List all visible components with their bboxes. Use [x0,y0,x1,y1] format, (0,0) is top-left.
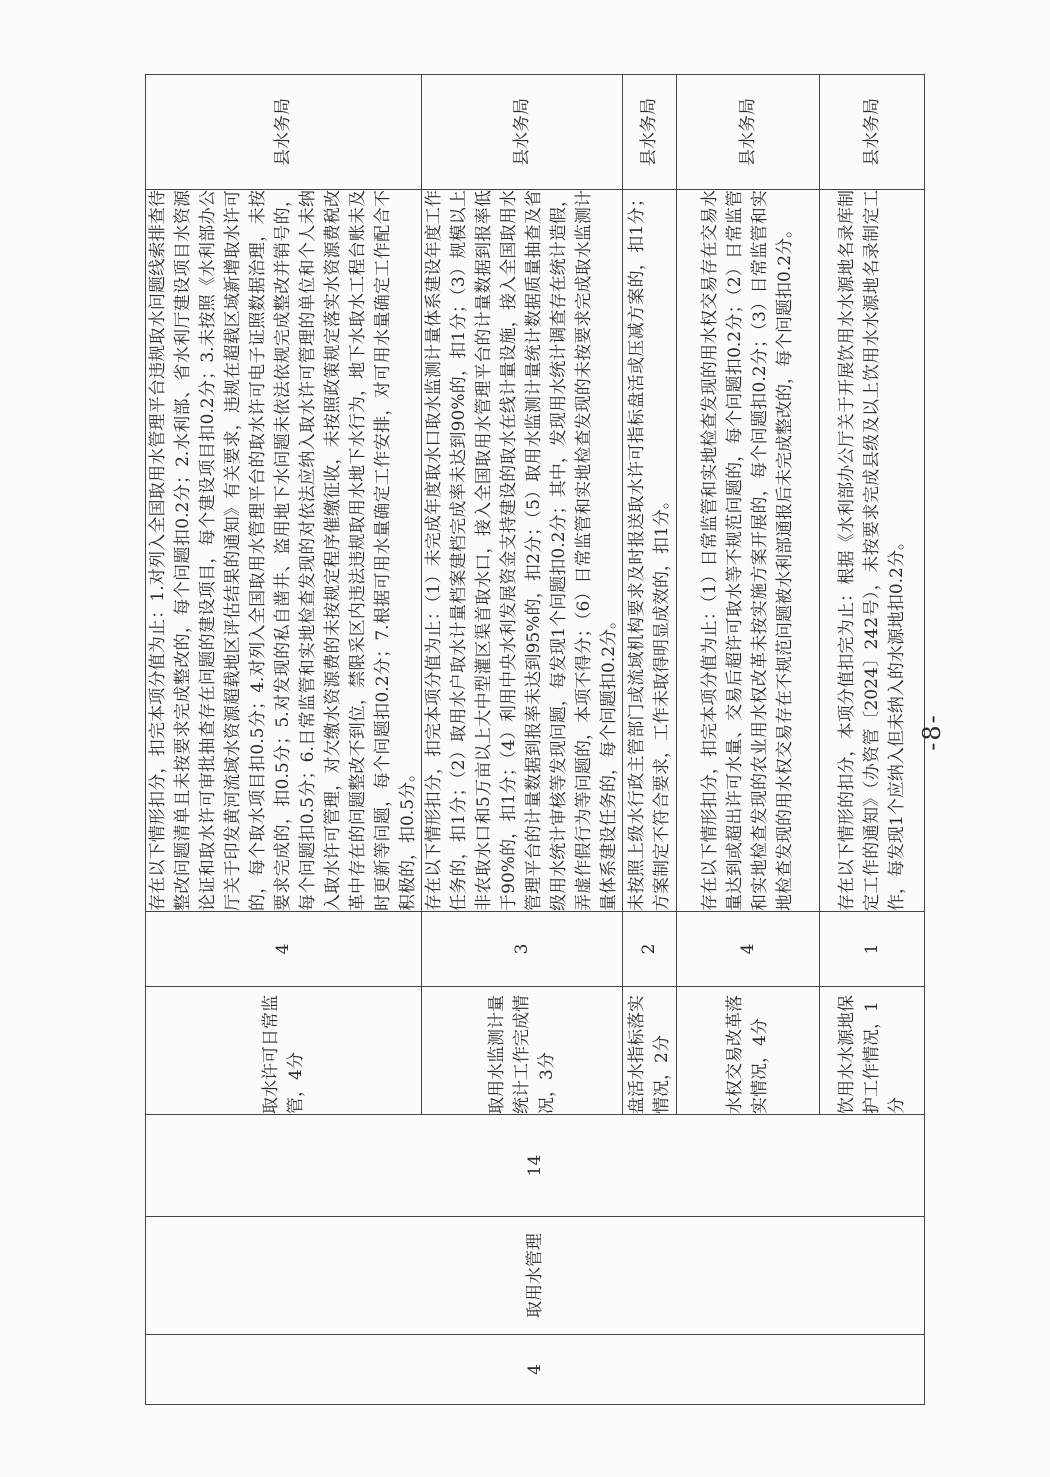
item-score: 2 [623,912,677,987]
item-rule: 存在以下情形扣分，扣完本项分值为止：（1）日常监管和实地检查发现的用水权交易存在交易水量达到或超出许可水量、交易后超许可取水等不规范问题的，每个问题扣0.2分；（2）日常监管和实地检查发现的农业用水权改革未按实施方案开展的，每个问题扣0.2分；（3）日常监管和实地检查发现的用水权交易存在不规范问题被水利部通报后未完成整改的，每个问题扣0.2分。 [677,190,820,912]
responsible-dept: 县水务局 [623,75,677,190]
item-rule: 存在以下情形的扣分，本项分值扣完为止：根据《水利部办公厅关于开展饮用水水源地名录库制定工作的通知》（办资管〔2024〕242号），未按要求完成县级及以上饮用水水源地名录制定工作，每发现1个应纳入但未纳入的水源地扣0.2分。 [820,190,925,912]
row-number: 4 [146,1335,925,1405]
category-name: 取用水管理 [146,1217,925,1335]
responsible-dept: 县水务局 [146,75,422,190]
item-name: 盘活水指标落实情况，2分 [623,987,677,1115]
item-score: 4 [677,912,820,987]
responsible-dept: 县水务局 [677,75,820,190]
item-rule: 存在以下情形扣分，扣完本项分值为止：（1）未完成年度取水口取水监测计量体系建设年度工作任务的，扣1分；（2）取用水户取水计量档案建档完成率未达到90%的，扣1分；（3）规模以上非农取水口和5万亩以上大中型灌区渠首取水口，接入全国取用水管理平台的计量数据到报率低于90%的，扣1分；（4）利用中央水利发展资金支持建设的取水在线计量设施，接入全国取用水管理平台的计量数据到报率未达到95%的，扣2分；（5）取用水监测计量统计数据质量抽查及省级用水统计审核等发现问题，每发现1个问题扣0.2分；其中，发现用水统计调查存在统计造假，弄虚作假行为等问题的，本项不得分；（6）日常监管和实地检查发现的未按要求完成取水监测计量体系建设任务的，每个问题扣0.2分。 [422,190,623,912]
item-rule: 存在以下情形扣分，扣完本项分值为止：1.对列入全国取用水管理平台违规取水问题线索排查待整改问题清单且未按要求完成整改的，每个问题扣0.2分；2.水利部、省水利厅建设项目水资源论证和取水许可审批抽查存在问题的建设项目，每个建设项目扣0.2分；3.未按照《水利部办公厅关于印发黄河流域水资源超载地区评估结果的通知》有关要求，违规在超载区域新增取水许可的，每个取水项目扣0.5分；4.对列入全国取用水管理平台的取水许可电子证照数据治理，未按要求完成的，扣0.5分；5.对发现的私自凿井、盗用地下水问题未依法依规完成整改并销号的，每个问题扣0.5分；6.日常监管和实地检查发现的对依法应纳入取水许可管理的单位和个人未纳入取水许可管理，对欠缴水资源费的未按规定程序催缴征收，未按照政策规定落实水资源费税改革中存在的问题整改不到位，禁限采区内违法违规取用水地下水行为，地下水取水工程台账未及时更新等问题，每个问题扣0.2分；7.根据可用水量确定工作安排，对可用水量确定工作配合不积极的，扣0.5分。 [146,190,422,912]
category-points: 14 [146,1115,925,1217]
assessment-table [145,74,925,1405]
responsible-dept: 县水务局 [422,75,623,190]
responsible-dept: 县水务局 [820,75,925,190]
table-row [146,75,422,1405]
item-rule: 未按照上级水行政主管部门或流域机构要求及时报送取水许可指标盘活或压减方案的，扣1分；方案制定不符合要求，工作未取得明显成效的，扣1分。 [623,190,677,912]
item-score: 4 [146,912,422,987]
item-name: 饮用水水源地保护工作情况，1分 [820,987,925,1115]
page-number: -8- [918,713,946,751]
item-score: 3 [422,912,623,987]
rotated-page-content [145,75,907,1405]
item-name: 取水许可日常监管，4分 [146,987,422,1115]
item-name: 取用水监测计量统计工作完成情况，3分 [422,987,623,1115]
item-score: 1 [820,912,925,987]
item-name: 水权交易改革落实情况，4分 [677,987,820,1115]
